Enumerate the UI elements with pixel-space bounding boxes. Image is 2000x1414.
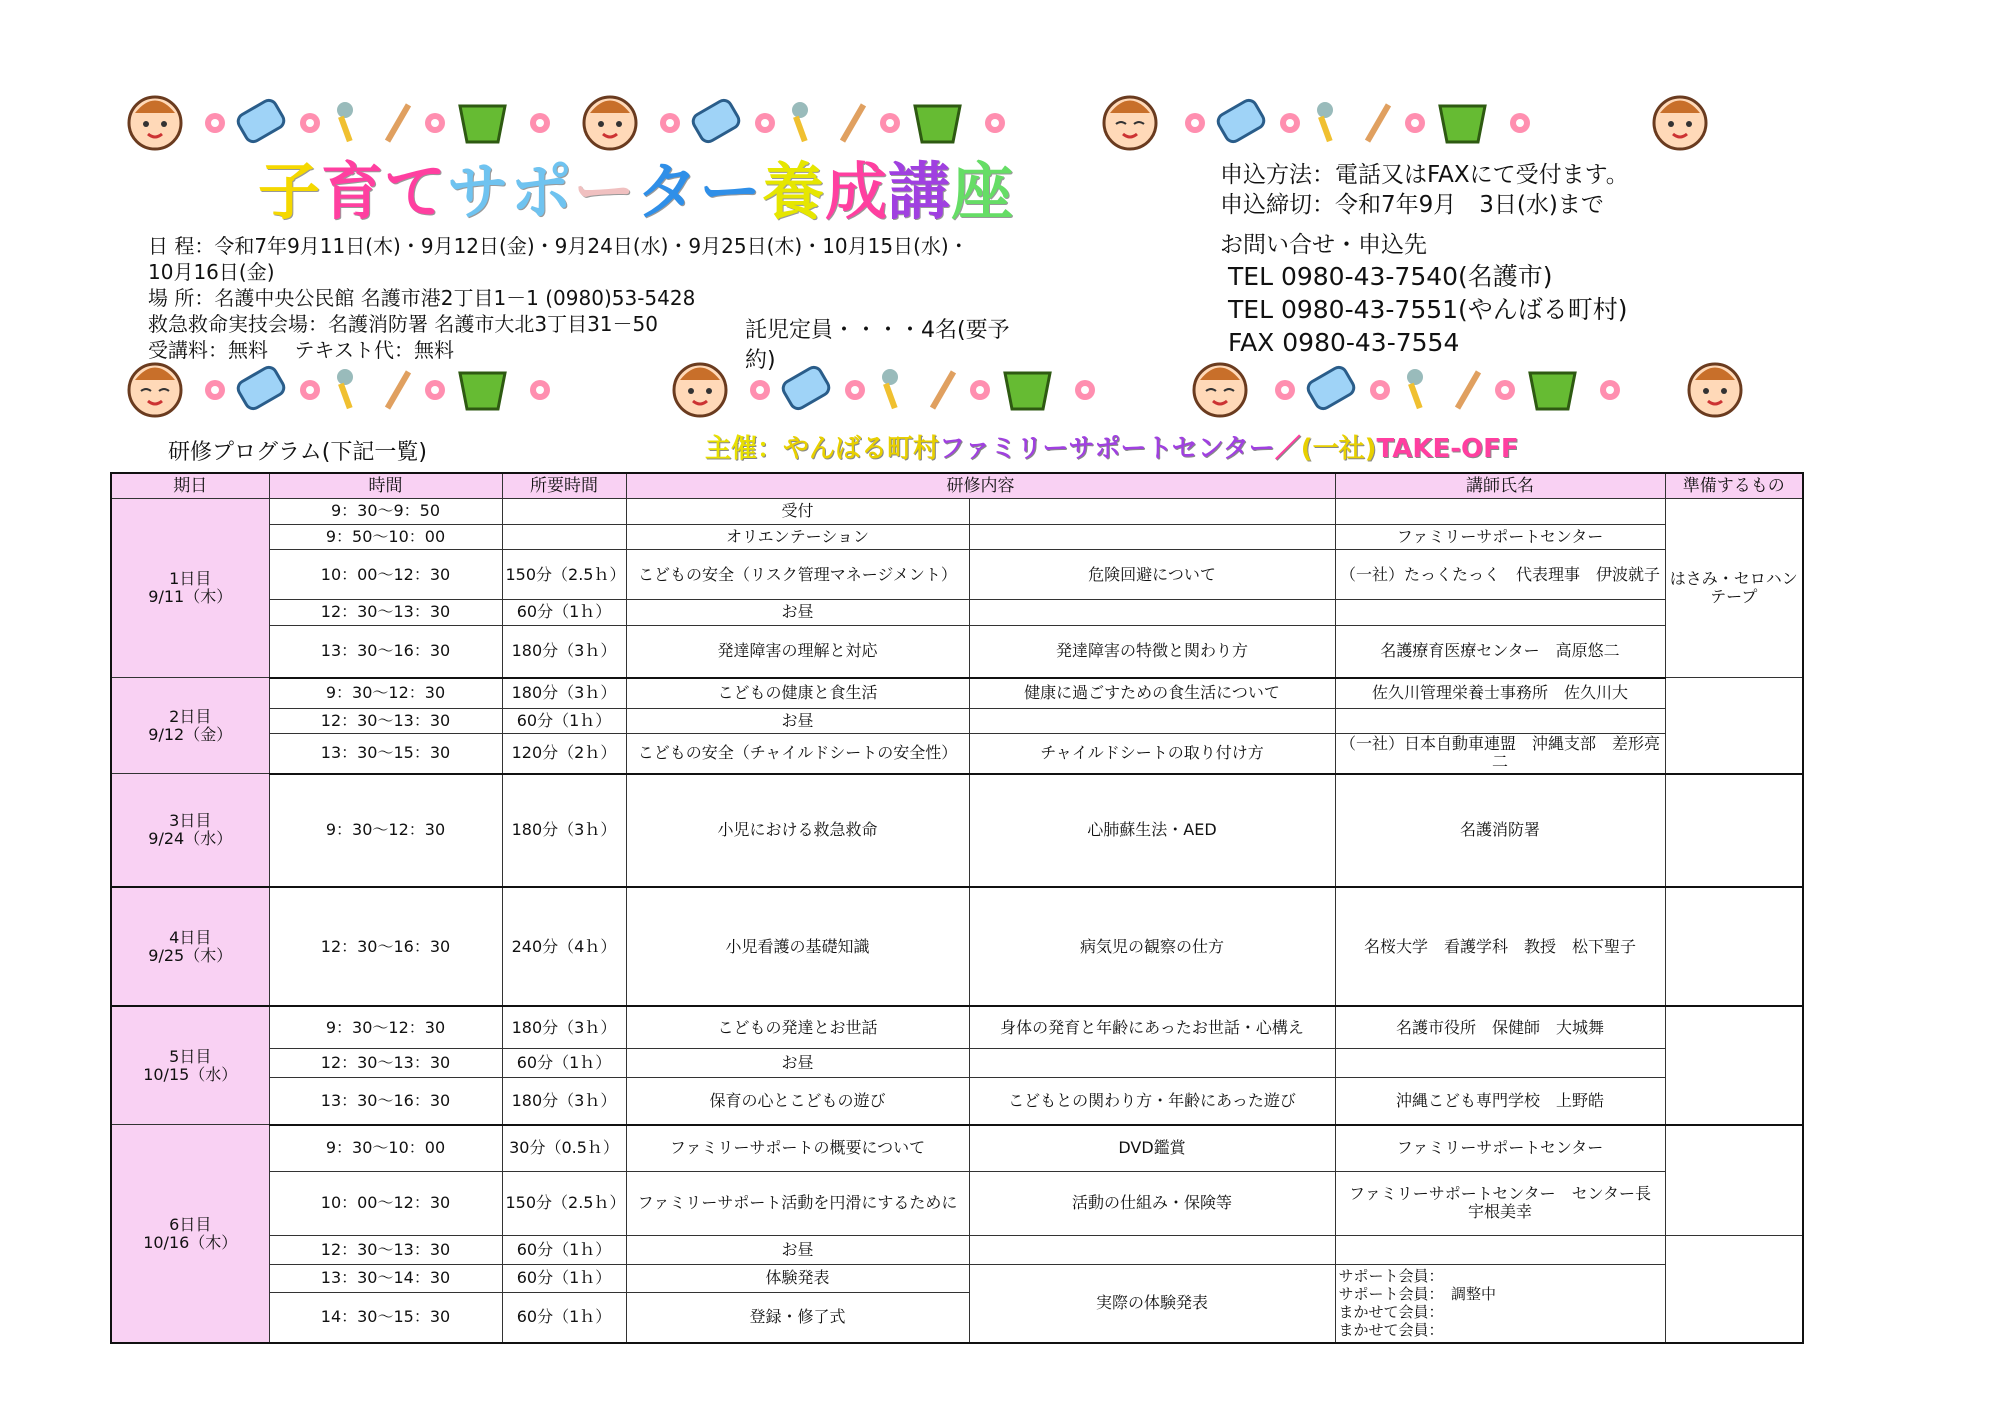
detail-cell: チャイルドシートの取り付け方	[969, 733, 1335, 773]
bottle-icon	[235, 365, 286, 412]
detail-cell	[969, 1049, 1335, 1077]
prepare-cell	[1665, 1006, 1803, 1124]
detail-cell: DVD鑑賞	[969, 1125, 1335, 1172]
lecturer-cell	[1335, 600, 1665, 625]
tel-nago: TEL 0980-43-7540(名護市)	[1228, 262, 1553, 291]
table-row	[111, 1171, 1803, 1236]
prepare-cell	[1665, 678, 1803, 774]
spoon-icon	[882, 369, 898, 409]
content-cell: こどもの安全（リスク管理マネージメント）	[626, 549, 969, 600]
table-row	[111, 708, 1803, 733]
detail-cell: 健康に過ごすための食生活について	[969, 678, 1335, 708]
sponsor-separator: ／	[1274, 434, 1301, 464]
table-row	[111, 774, 1803, 887]
content-cell: こどもの安全（チャイルドシートの安全性）	[626, 733, 969, 773]
duration-cell: 60分（1ｈ）	[502, 1264, 626, 1292]
lecturer-cell: （一社）たっくたっく 代表理事 伊波就子	[1335, 549, 1665, 600]
flower-icon	[530, 380, 550, 400]
program-label: 研修プログラム(下記一覧)	[168, 440, 427, 465]
title-char: サ	[447, 155, 511, 228]
baby-face-icon	[129, 364, 181, 416]
flower-icon	[985, 113, 1005, 133]
flower-icon	[1075, 380, 1095, 400]
lecturer-cell: 名護市役所 保健師 大城舞	[1335, 1006, 1665, 1048]
flower-icon	[205, 113, 225, 133]
lecturer-cell: 佐久川管理栄養士事務所 佐久川大	[1335, 678, 1665, 708]
time-cell: 10：00～12：30	[269, 549, 502, 600]
sponsor	[705, 428, 1519, 465]
lecturer-cell: 沖縄こども専門学校 上野皓	[1335, 1077, 1665, 1125]
time-cell: 14：30～15：30	[269, 1292, 502, 1343]
spoon-icon	[337, 102, 353, 142]
baby-face-icon	[584, 97, 636, 149]
table-row	[111, 1006, 1803, 1048]
time-cell: 12：30～13：30	[269, 600, 502, 625]
duration-cell: 60分（1ｈ）	[502, 600, 626, 625]
duration-cell: 30分（0.5ｈ）	[502, 1125, 626, 1172]
duration-cell: 240分（4ｈ）	[502, 887, 626, 1006]
fax: FAX 0980-43-7554	[1228, 328, 1460, 357]
time-cell: 13：30～16：30	[269, 1077, 502, 1125]
table-row	[111, 1236, 1803, 1264]
header-time: 時間	[269, 473, 502, 499]
duration-cell: 60分（1ｈ）	[502, 1049, 626, 1077]
title-char: 養	[762, 155, 826, 228]
bottle-icon	[1305, 365, 1356, 412]
flower-icon	[845, 380, 865, 400]
duration-cell	[502, 524, 626, 549]
decoration-row-bottom	[120, 355, 1780, 425]
flower-icon	[425, 113, 445, 133]
baby-face-icon	[1689, 364, 1741, 416]
day-cell: 6日目 10/16（木）	[111, 1125, 269, 1343]
time-cell: 12：30～13：30	[269, 1236, 502, 1264]
baby-face-icon	[1194, 364, 1246, 416]
spoon-icon	[1317, 102, 1333, 142]
prepare-cell	[1665, 774, 1803, 887]
flower-icon	[970, 380, 990, 400]
lecturer-cell	[1335, 1236, 1665, 1264]
day-cell: 1日目 9/11（木）	[111, 499, 269, 678]
time-cell: 13：30～15：30	[269, 733, 502, 773]
schedule-line-2: 10月16日(金)	[148, 260, 275, 284]
detail-cell: 危険回避について	[969, 549, 1335, 600]
lecturer-cell	[1335, 1049, 1665, 1077]
content-cell: お昼	[626, 1049, 969, 1077]
detail-cell	[969, 1236, 1335, 1264]
flower-icon	[750, 380, 770, 400]
detail-cell: 心肺蘇生法・AED	[969, 774, 1335, 887]
fork-icon	[1455, 370, 1481, 409]
application-deadline: 申込締切：令和7年9月 3日(水)まで	[1220, 192, 1604, 218]
bib-icon	[1440, 106, 1485, 142]
contact-heading: お問い合せ・申込先	[1220, 232, 1427, 258]
lecturer-cell	[1335, 499, 1665, 524]
table-row	[111, 499, 1803, 524]
sponsor-org-2: ファミリーサポートセンター	[939, 434, 1275, 464]
table-header-row	[111, 473, 1803, 499]
detail-cell: 実際の体験発表	[969, 1264, 1335, 1343]
flower-icon	[425, 380, 445, 400]
flower-icon	[1495, 380, 1515, 400]
title-char: 子	[258, 155, 322, 228]
prepare-cell: はさみ・セロハンテープ	[1665, 499, 1803, 678]
content-cell: 登録・修了式	[626, 1292, 969, 1343]
fork-icon	[930, 370, 956, 409]
time-cell: 9：50～10：00	[269, 524, 502, 549]
lecturer-cell: 名護消防署	[1335, 774, 1665, 887]
sponsor-org-1: やんばる町村	[783, 434, 940, 464]
fork-icon	[840, 103, 866, 142]
fork-icon	[1365, 103, 1391, 142]
table-row	[111, 524, 1803, 549]
spoon-icon	[792, 102, 808, 142]
fork-icon	[385, 370, 411, 409]
duration-cell: 60分（1ｈ）	[502, 1236, 626, 1264]
table-row	[111, 1049, 1803, 1077]
time-cell: 13：30～16：30	[269, 625, 502, 678]
baby-face-icon	[674, 364, 726, 416]
member-list	[1335, 1264, 1665, 1343]
table-row	[111, 678, 1803, 708]
bib-icon	[460, 373, 505, 409]
lecturer-cell: ファミリーサポートセンター センター長 宇根美幸	[1335, 1171, 1665, 1236]
title-char: 成	[825, 155, 889, 228]
time-cell: 13：30～14：30	[269, 1264, 502, 1292]
duration-cell: 60分（1ｈ）	[502, 708, 626, 733]
duration-cell: 120分（2ｈ）	[502, 733, 626, 773]
sponsor-org-4: TAKE-OFF	[1376, 434, 1519, 464]
duration-cell: 180分（3ｈ）	[502, 1006, 626, 1048]
time-cell: 10：00～12：30	[269, 1171, 502, 1236]
time-cell: 9：30～12：30	[269, 774, 502, 887]
bib-icon	[460, 106, 505, 142]
time-cell: 9：30～12：30	[269, 1006, 502, 1048]
bottle-icon	[1215, 98, 1266, 145]
flower-icon	[880, 113, 900, 133]
spoon-icon	[1407, 369, 1423, 409]
member-line: まかせて会員：	[1338, 1321, 1444, 1340]
day-cell: 5日目 10/15（水）	[111, 1006, 269, 1124]
content-cell: こどもの健康と食生活	[626, 678, 969, 708]
flower-icon	[1185, 113, 1205, 133]
title-char: 講	[888, 155, 952, 228]
duration-cell: 180分（3ｈ）	[502, 774, 626, 887]
duration-cell: 60分（1ｈ）	[502, 1292, 626, 1343]
childcare-capacity: 託児定員・・・・4名(要予約)	[745, 318, 1010, 373]
content-cell: 保育の心とこどもの遊び	[626, 1077, 969, 1125]
venue: 場 所：名護中央公民館 名護市港2丁目1－1 (0980)53-5428	[148, 286, 696, 310]
flower-icon	[755, 113, 775, 133]
table-row	[111, 1264, 1803, 1292]
sponsor-prefix: 主催：	[705, 434, 784, 464]
header-content: 研修内容	[626, 473, 1335, 499]
prepare-cell	[1665, 1125, 1803, 1236]
detail-cell	[969, 499, 1335, 524]
detail-cell: 身体の発育と年齢にあったお世話・心構え	[969, 1006, 1335, 1048]
detail-cell: 病気児の観察の仕方	[969, 887, 1335, 1006]
member-line: サポート会員： 調整中	[1338, 1285, 1497, 1304]
bib-icon	[915, 106, 960, 142]
page-title	[258, 150, 1014, 234]
decoration-row-top	[120, 88, 1780, 158]
time-cell: 9：30～10：00	[269, 1125, 502, 1172]
bottle-icon	[780, 365, 831, 412]
content-cell: ファミリーサポート活動を円滑にするために	[626, 1171, 969, 1236]
table-row	[111, 549, 1803, 600]
baby-face-icon	[1104, 97, 1156, 149]
lecturer-cell: ファミリーサポートセンター	[1335, 524, 1665, 549]
header-day: 期日	[111, 473, 269, 499]
schedule-table	[110, 472, 1804, 1344]
flower-icon	[1600, 380, 1620, 400]
lecturer-cell	[1335, 708, 1665, 733]
duration-cell	[502, 499, 626, 524]
baby-face-icon	[129, 97, 181, 149]
time-cell: 12：30～16：30	[269, 887, 502, 1006]
schedule-line-1: 日 程：令和7年9月11日(木)・9月12日(金)・9月24日(水)・9月25日(木)・10月15日(水)・	[148, 234, 969, 258]
title-char: タ	[636, 155, 700, 228]
content-cell: 小児における救急救命	[626, 774, 969, 887]
content-cell: 発達障害の理解と対応	[626, 625, 969, 678]
detail-cell: こどもとの関わり方・年齢にあった遊び	[969, 1077, 1335, 1125]
flower-icon	[530, 113, 550, 133]
detail-cell: 発達障害の特徴と関わり方	[969, 625, 1335, 678]
flower-icon	[300, 380, 320, 400]
detail-cell	[969, 708, 1335, 733]
duration-cell: 150分（2.5ｈ）	[502, 1171, 626, 1236]
content-cell: 小児看護の基礎知識	[626, 887, 969, 1006]
detail-cell	[969, 600, 1335, 625]
header-lecturer: 講師氏名	[1335, 473, 1665, 499]
prepare-cell	[1665, 1236, 1803, 1343]
table-row	[111, 1125, 1803, 1172]
flower-icon	[1370, 380, 1390, 400]
prepare-cell	[1665, 887, 1803, 1006]
decoration-illustrations	[120, 355, 1780, 425]
content-cell: お昼	[626, 1236, 969, 1264]
application-info	[1220, 160, 1780, 359]
duration-cell: 180分（3ｈ）	[502, 678, 626, 708]
detail-cell	[969, 524, 1335, 549]
content-cell: お昼	[626, 708, 969, 733]
time-cell: 12：30～13：30	[269, 1049, 502, 1077]
day-cell: 3日目 9/24（水）	[111, 774, 269, 887]
sponsor-org-3: (一社)	[1300, 434, 1377, 464]
time-cell: 9：30～12：30	[269, 678, 502, 708]
member-line: サポート会員：	[1338, 1267, 1444, 1286]
content-cell: 体験発表	[626, 1264, 969, 1292]
fees: 受講料：無料 テキスト代：無料	[148, 338, 454, 362]
table-row	[111, 733, 1803, 773]
time-cell: 9：30～9：50	[269, 499, 502, 524]
day-cell: 4日目 9/25（木）	[111, 887, 269, 1006]
header-duration: 所要時間	[502, 473, 626, 499]
content-cell: 受付	[626, 499, 969, 524]
title-char: ー	[699, 155, 763, 228]
title-char: 育	[321, 155, 385, 228]
duration-cell: 180分（3ｈ）	[502, 1077, 626, 1125]
title-char: て	[384, 155, 448, 228]
duration-cell: 150分（2.5ｈ）	[502, 549, 626, 600]
flower-icon	[300, 113, 320, 133]
bottle-icon	[235, 98, 286, 145]
time-cell: 12：30～13：30	[269, 708, 502, 733]
content-cell: こどもの発達とお世話	[626, 1006, 969, 1048]
baby-face-icon	[1654, 97, 1706, 149]
lecturer-cell: ファミリーサポートセンター	[1335, 1125, 1665, 1172]
flower-icon	[1275, 380, 1295, 400]
lecturer-cell: 名護療育医療センター 高原悠二	[1335, 625, 1665, 678]
content-cell: ファミリーサポートの概要について	[626, 1125, 969, 1172]
application-method: 申込方法：電話又はFAXにて受付ます。	[1220, 162, 1629, 188]
flower-icon	[1405, 113, 1425, 133]
day-cell: 2日目 9/12（金）	[111, 678, 269, 774]
fork-icon	[385, 103, 411, 142]
flower-icon	[1280, 113, 1300, 133]
table-row	[111, 600, 1803, 625]
spoon-icon	[337, 369, 353, 409]
title-char: ー	[573, 155, 637, 228]
lecturer-cell: 名桜大学 看護学科 教授 松下聖子	[1335, 887, 1665, 1006]
tel-yanbaru: TEL 0980-43-7551(やんばる町村)	[1228, 295, 1628, 324]
duration-cell: 180分（3ｈ）	[502, 625, 626, 678]
header-prepare: 準備するもの	[1665, 473, 1803, 499]
table-row	[111, 887, 1803, 1006]
flower-icon	[660, 113, 680, 133]
bottle-icon	[690, 98, 741, 145]
table-row	[111, 625, 1803, 678]
member-line: まかせて会員：	[1338, 1303, 1444, 1322]
content-cell: お昼	[626, 600, 969, 625]
content-cell: オリエンテーション	[626, 524, 969, 549]
title-char: ポ	[510, 155, 574, 228]
decoration-illustrations	[120, 88, 1780, 158]
lecturer-cell: （一社）日本自動車連盟 沖縄支部 差形亮二	[1335, 733, 1665, 773]
detail-cell: 活動の仕組み・保険等	[969, 1171, 1335, 1236]
first-aid-venue: 救急救命実技会場：名護消防署 名護市大北3丁目31－50	[148, 312, 658, 336]
flower-icon	[1510, 113, 1530, 133]
title-char: 座	[951, 155, 1015, 228]
bib-icon	[1005, 373, 1050, 409]
table-row	[111, 1077, 1803, 1125]
flower-icon	[205, 380, 225, 400]
bib-icon	[1530, 373, 1575, 409]
